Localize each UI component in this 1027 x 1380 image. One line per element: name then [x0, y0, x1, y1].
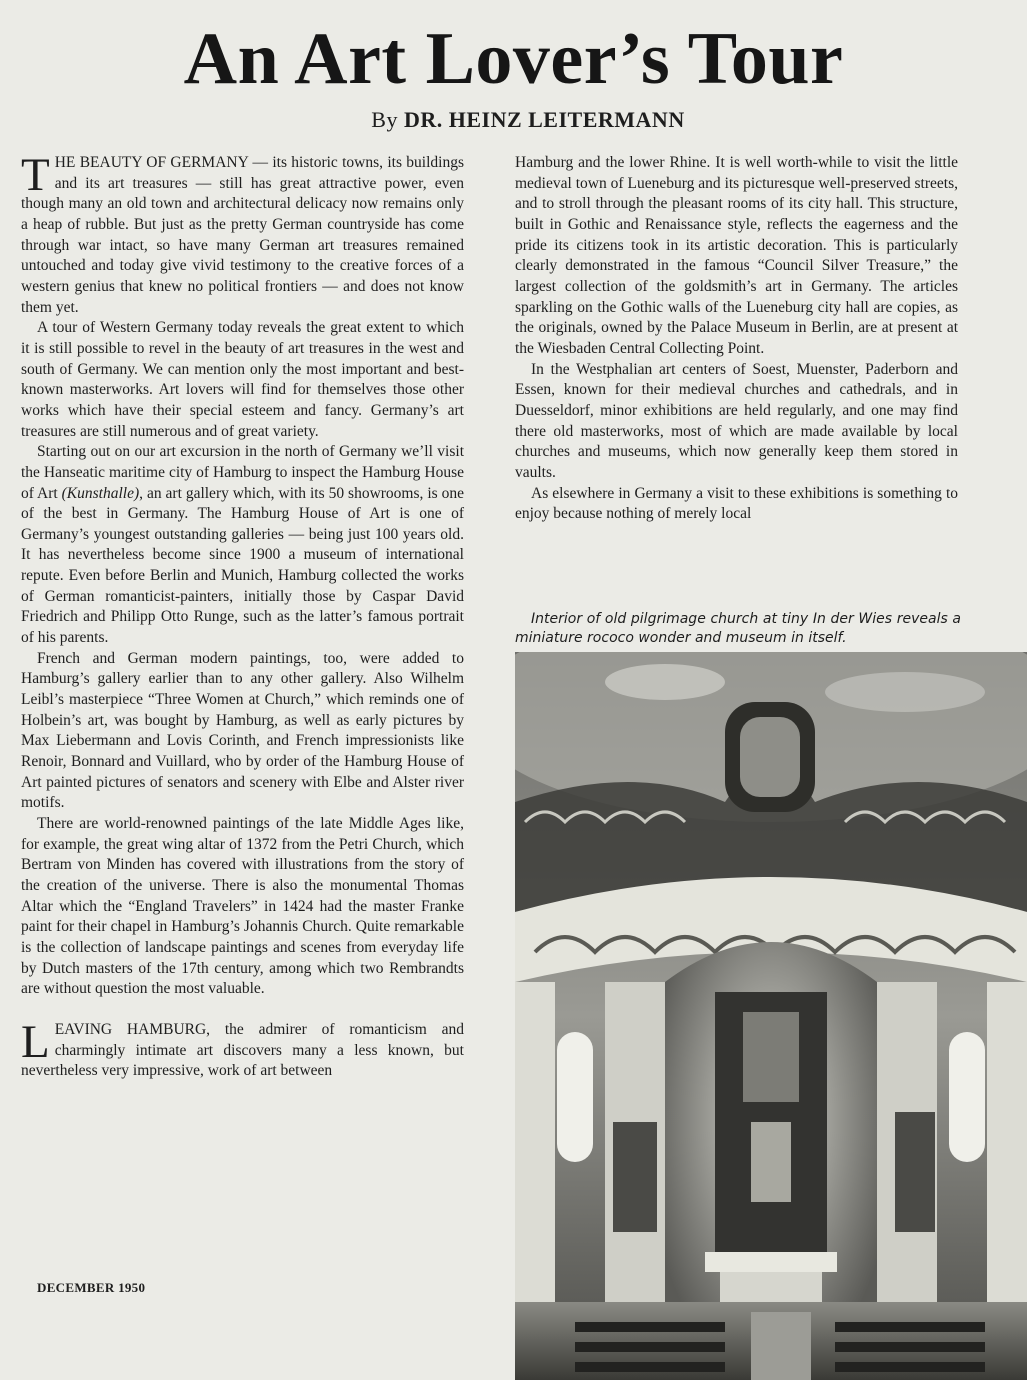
byline: [300, 107, 740, 133]
photo-caption: Interior of old pilgrimage church at tiny In der Wies reveals a miniature rococo wonder and museum in itself.: [515, 611, 961, 646]
paragraph-text: , an art gallery which, with its 50 showrooms, is one of the best in Germany. The Hamburg House of Art is one of Germany’s youngest outstanding galleries — being just 100 years old. It has nevertheless become since 1900 a museum of international repute. Even before Berlin and Munich, Hamburg collected the works of German romanticist-painters, initially those by Caspar David Friedrich and Philipp Otto Runge, such as the latter’s famous portrait of his parents.: [21, 484, 465, 647]
right-column: [515, 153, 958, 525]
section-paragraph: [21, 1015, 464, 1082]
drop-cap: L: [21, 1015, 50, 1068]
author-name: DR. HEINZ LEITERMANN: [403, 107, 685, 132]
body-paragraph: As elsewhere in Germany a visit to these exhibitions is something to enjoy because nothing of merely local: [515, 484, 958, 523]
body-paragraph: French and German modern paintings, too, were added to Hamburg’s gallery earlier than to any other gallery. Also Wilhelm Leibl’s masterpiece “Three Women at Church,” which reminds one of Holbein’s art, was bought by Hamburg, as well as early pictures by Max Liebermann and Lovis Corinth, and French impressionists like Renoir, Bonnard and Vuillard, who by order of the Hamburg House of Art painted pictures of senators and scenery with Elbe and Alster river motifs.: [21, 649, 464, 812]
drop-cap: T: [21, 149, 50, 201]
paragraph-text: — its historic towns, its buildings and its art treasures — still has great attractive power, even though many an old town and architectural delicacy now remains only a heap of rubble. But just as the pretty German countryside has come through war intact, so have many German art treasures remained untouched and today give vivid testimony to the creative forces of a western genius that knew no political frontiers — and does not know them yet.: [21, 154, 465, 316]
issue-date: DECEMBER 1950: [37, 1280, 146, 1295]
church-interior-illustration: [515, 652, 1027, 1380]
body-paragraph: A tour of Western Germany today reveals the great extent to which it is still possible to revel in the beauty of art treasures in the west and south of Germany. We can mention only the most important and best-known masterworks. Art lovers will find for themselves those other works which have their special esteem and fancy. Germany’s art treasures are still numerous and of great variety.: [21, 319, 464, 440]
church-interior-photo: [515, 652, 1027, 1380]
intro-paragraph: [21, 149, 465, 318]
left-column: [21, 149, 465, 1082]
paragraph-text: , the admirer of romanticism and charmingly intimate art discovers many a less known, but nevertheless very impressive, work of art between: [21, 1020, 464, 1080]
byline-prefix: By: [371, 107, 398, 132]
paragraph-text: Starting out on our art excursion in the north of Germany we’ll visit the Hanseatic maritime city of Hamburg to inspect the Hamburg House of Art: [21, 443, 464, 502]
paragraph-lead: EAVING HAMBURG: [54, 1020, 207, 1038]
body-paragraph: Hamburg and the lower Rhine. It is well worth-while to visit the little medieval town of Lueneburg and its picturesque well-preserved streets, and to stroll through the pleasant rooms of its city hall. This structure, built in Gothic and Renaissance style, reflects the eagerness and the pride its citizens took in its artistic decoration. This is particularly clearly demonstrated in the famous “Council Silver Treasure,” the largest collection of the goldsmith’s art in Germany. The articles sparkling on the Gothic walls of the Lueneburg city hall are copies, as the originals, owned by the Palace Museum in Berlin, are at present at the Wiesbaden Central Collecting Point.: [515, 154, 958, 357]
body-paragraph: [21, 442, 464, 649]
article-title: An Art Lover’s Tour: [183, 18, 844, 100]
italic-term: (Kunsthalle): [61, 484, 140, 502]
body-paragraph: In the Westphalian art centers of Soest, Muenster, Paderborn and Essen, known for their medieval churches and cathedrals, and in Duesseldorf, minor exhibitions are held regularly, and one may find there old masterworks, most of which are made available by local churches and museums, which now generally keep them stored in vaults.: [515, 360, 958, 481]
paragraph-lead: HE BEAUTY OF GERMANY: [54, 154, 249, 171]
body-paragraph: There are world-renowned paintings of the late Middle Ages like, for example, the great wing altar of 1372 from the Petri Church, which Bertram von Minden has covered with illustrations from the story of the creation of the universe. There is also the monumental Thomas Altar which the “England Travelers” in 1424 had the master Franke paint for their chapel in Hamburg’s Johannis Church. Quite remarkable is the collection of landscape paintings and scenes from everyday life by Dutch masters of the 17th century, among which two Rembrandts are without question the most valuable.: [21, 815, 464, 998]
